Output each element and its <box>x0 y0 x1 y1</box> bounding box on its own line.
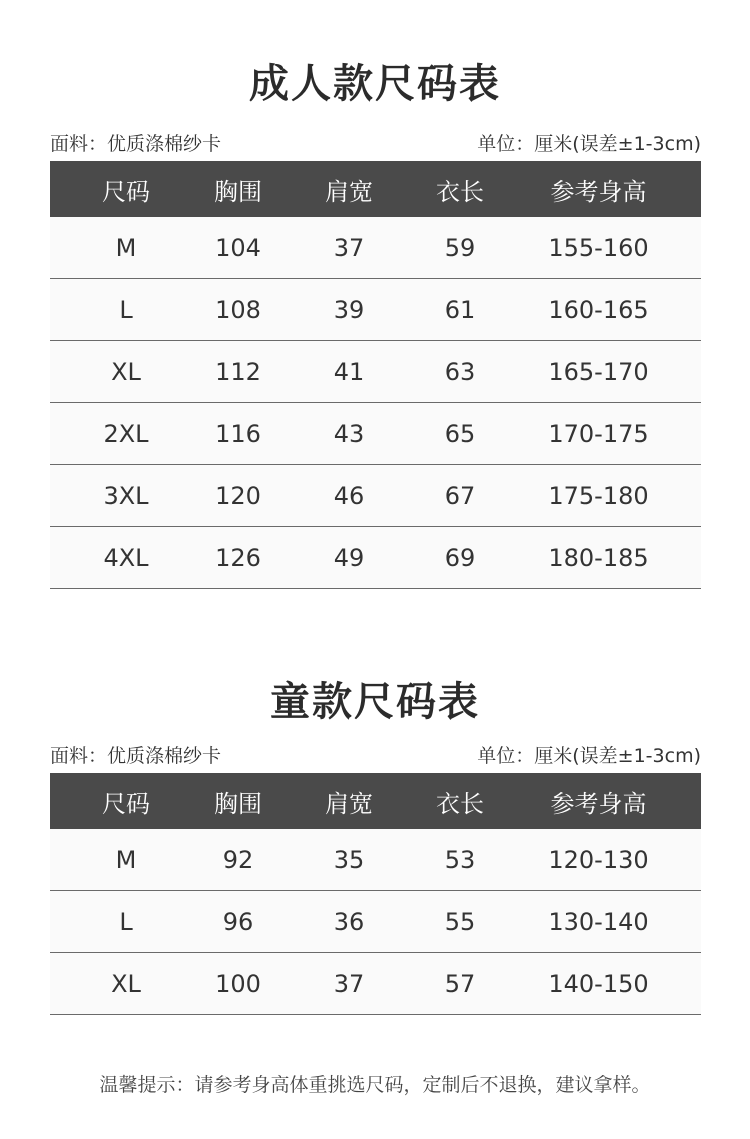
header-shoulder: 肩宽 <box>325 789 373 818</box>
kids-size-table <box>50 773 701 1015</box>
table-row <box>50 465 701 527</box>
header-size: 尺码 <box>102 789 150 818</box>
cell-shoulder: 37 <box>333 969 365 998</box>
kids-meta-line <box>50 741 701 768</box>
cell-chest: 120 <box>215 481 261 510</box>
cell-size: M <box>115 233 137 262</box>
cell-size: M <box>115 845 137 874</box>
table-row <box>50 527 701 589</box>
adult-meta-line <box>50 129 701 156</box>
cell-height: 180-185 <box>548 543 649 572</box>
adult-size-table <box>50 161 701 589</box>
kids-fabric-label: 面料：优质涤棉纱卡 <box>50 745 222 767</box>
adult-fabric-label: 面料：优质涤棉纱卡 <box>50 133 222 155</box>
cell-height: 130-140 <box>548 907 649 936</box>
cell-length: 69 <box>444 543 476 572</box>
table-row <box>50 891 701 953</box>
cell-size: 4XL <box>103 543 149 572</box>
cell-chest: 112 <box>215 357 261 386</box>
cell-length: 55 <box>444 907 476 936</box>
table-row <box>50 279 701 341</box>
cell-size: L <box>119 907 133 936</box>
cell-chest: 116 <box>215 419 261 448</box>
cell-size: L <box>119 295 133 324</box>
cell-size: XL <box>111 969 141 998</box>
cell-shoulder: 41 <box>333 357 365 386</box>
cell-chest: 126 <box>215 543 261 572</box>
header-chest: 胸围 <box>214 177 262 206</box>
cell-height: 120-130 <box>548 845 649 874</box>
cell-size: 3XL <box>103 481 149 510</box>
header-length: 衣长 <box>436 789 484 818</box>
adult-unit-label: 单位：厘米(误差±1-3cm) <box>477 133 701 155</box>
cell-shoulder: 46 <box>333 481 365 510</box>
cell-length: 57 <box>444 969 476 998</box>
kids-unit-label: 单位：厘米(误差±1-3cm) <box>477 745 701 767</box>
cell-shoulder: 36 <box>333 907 365 936</box>
cell-shoulder: 37 <box>333 233 365 262</box>
cell-height: 140-150 <box>548 969 649 998</box>
adult-chart-title: 成人款尺码表 <box>249 61 501 107</box>
header-shoulder: 肩宽 <box>325 177 373 206</box>
cell-length: 59 <box>444 233 476 262</box>
cell-size: XL <box>111 357 141 386</box>
cell-length: 65 <box>444 419 476 448</box>
cell-shoulder: 35 <box>333 845 365 874</box>
header-height: 参考身高 <box>550 177 647 206</box>
cell-chest: 92 <box>222 845 254 874</box>
cell-length: 61 <box>444 295 476 324</box>
table-row <box>50 217 701 279</box>
adult-table-header <box>50 161 701 217</box>
kids-table-header <box>50 773 701 829</box>
size-tip-note: 温馨提示：请参考身高体重挑选尺码，定制后不退换，建议拿样。 <box>99 1074 651 1096</box>
table-row <box>50 341 701 403</box>
table-row <box>50 953 701 1015</box>
cell-shoulder: 43 <box>333 419 365 448</box>
cell-height: 165-170 <box>548 357 649 386</box>
table-row <box>50 829 701 891</box>
cell-length: 53 <box>444 845 476 874</box>
cell-shoulder: 49 <box>333 543 365 572</box>
cell-length: 67 <box>444 481 476 510</box>
cell-height: 160-165 <box>548 295 649 324</box>
cell-chest: 108 <box>215 295 261 324</box>
cell-height: 155-160 <box>548 233 649 262</box>
cell-size: 2XL <box>103 419 149 448</box>
cell-length: 63 <box>444 357 476 386</box>
kids-chart-title: 童款尺码表 <box>270 679 480 725</box>
cell-height: 175-180 <box>548 481 649 510</box>
cell-height: 170-175 <box>548 419 649 448</box>
cell-shoulder: 39 <box>333 295 365 324</box>
header-length: 衣长 <box>436 177 484 206</box>
header-size: 尺码 <box>102 177 150 206</box>
table-row <box>50 403 701 465</box>
header-height: 参考身高 <box>550 789 647 818</box>
cell-chest: 100 <box>215 969 261 998</box>
cell-chest: 104 <box>215 233 261 262</box>
header-chest: 胸围 <box>214 789 262 818</box>
cell-chest: 96 <box>222 907 254 936</box>
